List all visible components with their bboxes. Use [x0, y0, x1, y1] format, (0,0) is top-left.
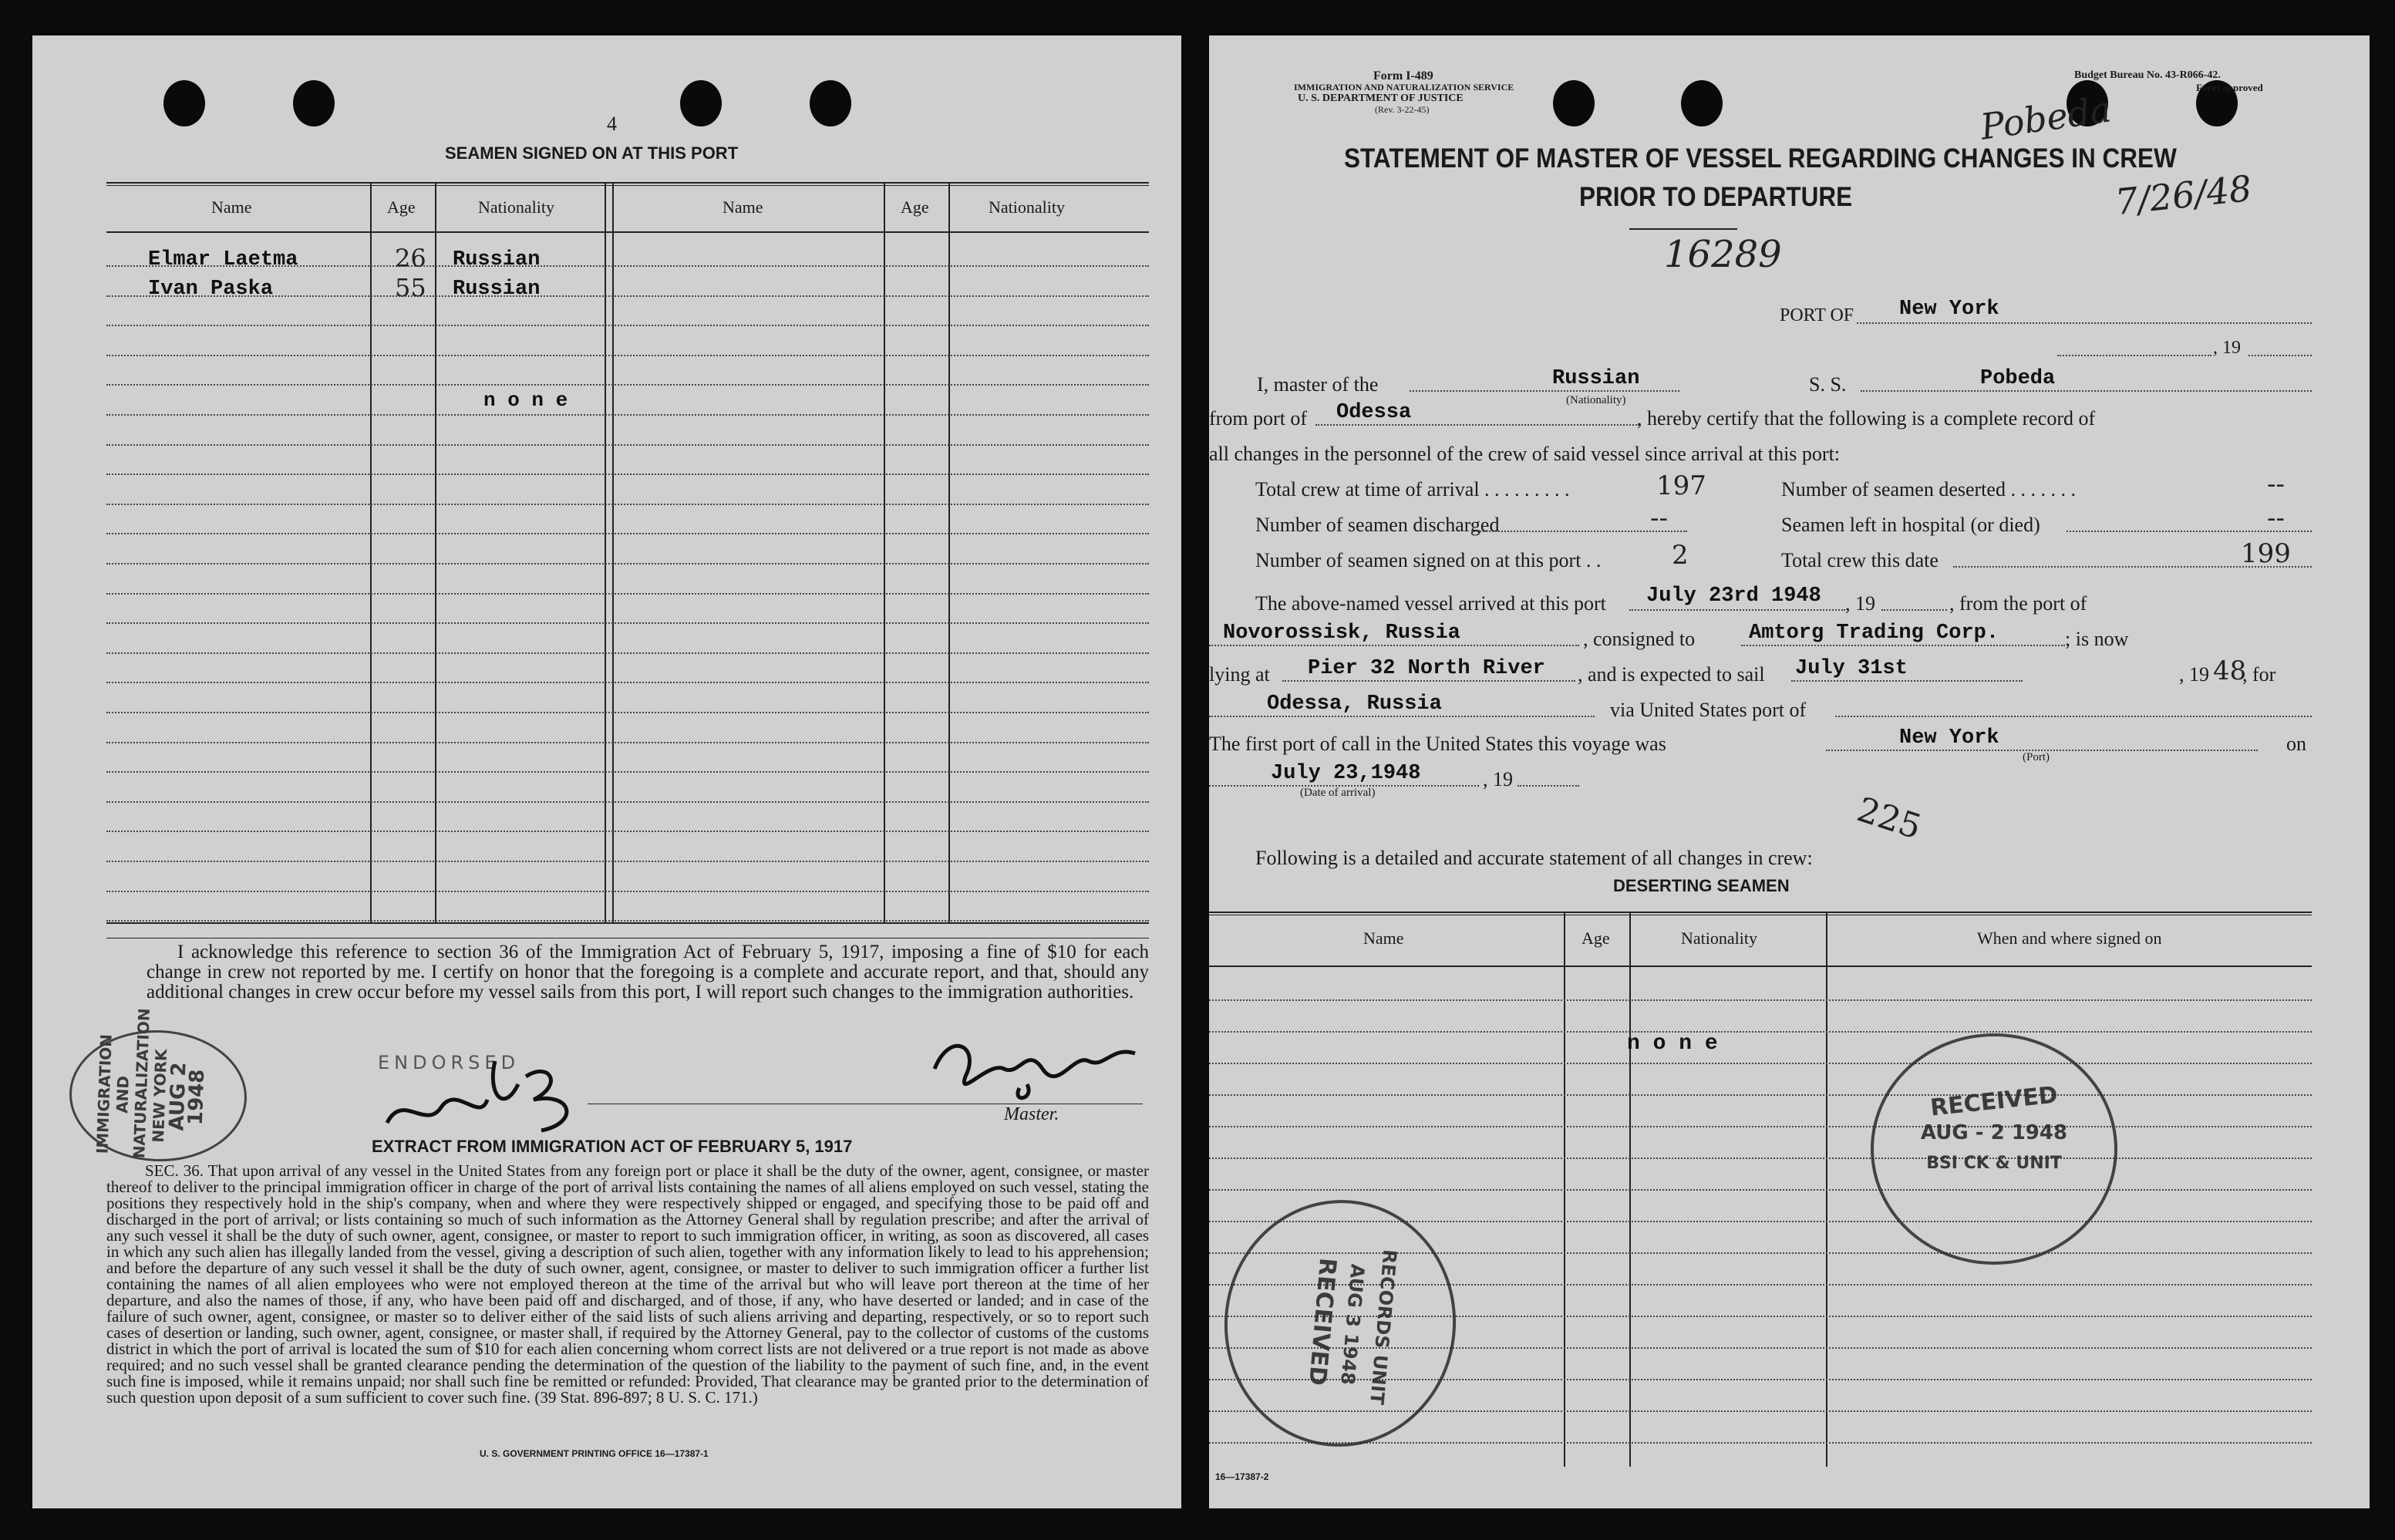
following-text: Following is a detailed and accurate statement of all changes in crew: [1255, 847, 1813, 869]
table-rule [106, 891, 1149, 892]
agency-line: IMMIGRATION AND NATURALIZATION SERVICE [1294, 82, 1514, 93]
received-stamp: RECEIVED AUG - 2 1948 BSI CK & UNIT [1871, 1033, 2117, 1265]
extract-title: EXTRACT FROM IMMIGRATION ACT OF FEBRUARY 5, 1917 [372, 1137, 853, 1156]
master-label: Master. [1004, 1104, 1059, 1124]
table-row-nationality: Russian [453, 248, 541, 271]
punch-hole [293, 80, 335, 126]
table-rule [106, 652, 1149, 654]
table-rule [106, 384, 1149, 386]
arrival-date-value: July 23,1948 [1271, 762, 1421, 785]
printer-line: 16—17387-2 [1215, 1471, 1269, 1482]
port-label: PORT OF [1780, 305, 1854, 325]
table-rule [106, 355, 1149, 356]
table-rule [106, 742, 1149, 743]
year-prefix: , 19 [2213, 338, 2241, 358]
lying-at-value: Pier 32 North River [1308, 657, 1545, 680]
column-header-age: Age [387, 197, 416, 217]
table-row-name: Ivan Paska [148, 278, 274, 301]
table-rule [106, 414, 1149, 416]
right-page [1209, 35, 2370, 1508]
stat-value: -- [2267, 503, 2285, 534]
table-rule [1209, 1031, 2312, 1033]
none-mark: n o n e [483, 389, 568, 412]
table-row-age: 26 [395, 244, 426, 273]
stat-label: Number of seamen signed on at this port . . [1255, 549, 1602, 571]
printer-line: U. S. GOVERNMENT PRINTING OFFICE 16—17387-1 [480, 1448, 709, 1459]
table-rule [106, 801, 1149, 803]
deserting-title: DESERTING SEAMEN [1613, 876, 1790, 895]
handwritten-vessel-name: Pobeda [1978, 88, 2114, 148]
expected-label: , and is expected to sail [1578, 663, 1765, 686]
nationality-value: Russian [1552, 367, 1640, 390]
handwritten-date: 7/26/48 [2113, 167, 2254, 224]
ss-label: S. S. [1809, 373, 1847, 396]
table-rule [106, 504, 1149, 505]
column-header-name: Name [723, 197, 763, 217]
table-rule [1209, 1126, 2312, 1127]
stat-label: Number of seamen discharged [1255, 514, 1500, 536]
table-row-age: 55 [395, 273, 426, 302]
column-header-nationality: Nationality [989, 197, 1065, 217]
table-rule [106, 593, 1149, 595]
table-rule [1209, 1094, 2312, 1096]
certify-text: , hereby certify that the following is a complete record of [1637, 407, 2096, 430]
column-header-nationality: Nationality [1681, 928, 1757, 948]
table-rule [106, 473, 1149, 475]
punch-hole [810, 80, 851, 126]
punch-hole [680, 80, 722, 126]
table-rule [106, 682, 1149, 683]
lying-at-label: lying at [1209, 663, 1270, 686]
punch-hole [163, 80, 205, 126]
table-rule [106, 771, 1149, 773]
first-port-label: The first port of call in the United States this voyage was [1209, 733, 1666, 755]
on-label: on [2286, 733, 2306, 755]
consigned-label: , consigned to [1583, 628, 1696, 650]
column-header-nationality: Nationality [478, 197, 554, 217]
sail-year-prefix: , 19 [2179, 663, 2209, 686]
budget-number: Budget Bureau No. 43-R066-42. [2074, 69, 2221, 81]
handwritten-225: 225 [1852, 790, 1926, 848]
column-header-name: Name [211, 197, 252, 217]
left-page [32, 35, 1181, 1508]
table-rule [1209, 1063, 2312, 1064]
arrived-label: The above-named vessel arrived at this port [1255, 592, 1606, 615]
port-caption: (Port) [2023, 751, 2050, 763]
table-rule [1209, 999, 2312, 1001]
sail-year-value: 48 [2213, 655, 2247, 686]
is-now-label: ; is now [2065, 628, 2129, 650]
vessel-value: Pobeda [1980, 367, 2056, 390]
punch-hole [1553, 80, 1595, 126]
page-title: STATEMENT OF MASTER OF VESSEL REGARDING CHANGES IN CREW [1344, 143, 2177, 174]
from-port-value: Odessa [1336, 401, 1412, 424]
column-header-age: Age [1582, 928, 1610, 948]
table-rule [106, 563, 1149, 564]
port-value: New York [1899, 298, 1999, 321]
arrival-date-caption: (Date of arrival) [1300, 787, 1376, 799]
arrived-mid: , 19 [1845, 592, 1875, 615]
stat-value: -- [2267, 469, 2285, 500]
column-header-name: Name [1363, 928, 1404, 948]
origin-value: Novorossisk, Russia [1223, 622, 1460, 645]
column-header-age: Age [901, 197, 929, 217]
nationality-caption: (Nationality) [1566, 394, 1626, 406]
agency-line: U. S. DEPARTMENT OF JUSTICE [1298, 93, 1464, 104]
destination-value: Odessa, Russia [1267, 692, 1442, 716]
section-title: SEAMEN SIGNED ON AT THIS PORT [445, 143, 739, 163]
stat-value: 197 [1656, 470, 1706, 501]
table-rule [106, 831, 1149, 832]
table-rule [106, 444, 1149, 446]
table-rule [106, 861, 1149, 862]
extract-text: SEC. 36. That upon arrival of any vessel in the United States from any foreign port or place it shall be the duty of the owner, agent, consignee, or master thereof to deliver to the principal immigration officer in charge of the port of arrival lists containing the names of all aliens employed on such vessel, stating the positions they respectively hold in the ship's company, when and where they were respectively shipped or engaged, and specifying those to be paid off and discharged in the port of arrival; or lists containing so much of such information as the Attorney General shall by regulation prescribe; and after the arrival of any such vessel it shall be the duty of such owner, agent, consignee, or master to report to such immigration officer, in writing, as soon as discovered, all cases in which any such alien has illegally landed from the vessel, giving a description of such alien, together with any information likely to lead to his apprehension; and before the departure of any such vessel it shall be the duty of such owner, agent, consignee, or master to deliver to such immigration officer a further list containing the names of all alien employees who were not employed thereon at the time of the arrival but who will leave port thereon at the time of her departure, and also the names of those, if any, who have been paid off and discharged, and of those, if any, who have deserted or landed; and in case of the failure of such owner, agent, consignee, or master so to deliver either of the said lists of such aliens arriving and departing, respectively, or so to report such cases of desertion or landing, such owner, agent, consignee, or master shall, if required by the Attorney General, pay to the collector of customs of the customs district in which the port of arrival is located the sum of $10 for each alien concerning whom correct lists are not delivered or a true report is not made as above required; and no such vessel shall be granted clearance pending the determination of the question of the liability to the payment of such fine, and, in the event such fine is imposed, while it remains unpaid; nor shall such fine be remitted or refunded: Provided, That clearance may be granted prior to the determination of such question upon deposit of a sum sufficient to cover such fine. (39 Stat. 896-897; 8 U. S. C. 171.) [106, 1161, 1149, 1407]
table-rule [106, 325, 1149, 326]
records-unit-stamp: RECORDS UNIT AUG 3 1948 RECEIVED [1214, 1191, 1467, 1457]
table-row-name: Elmar Laetma [148, 248, 298, 271]
revision: (Rev. 3-22-45) [1375, 104, 1430, 115]
consignee-value: Amtorg Trading Corp. [1749, 622, 1999, 645]
from-port-label: from port of [1209, 407, 1308, 430]
form-approved: Form approved [2196, 82, 2263, 93]
table-rule [106, 622, 1149, 624]
table-rule [106, 920, 1149, 922]
table-row-nationality: Russian [453, 278, 541, 301]
handwritten-number: 16289 [1664, 233, 1782, 276]
stat-label: Total crew at time of arrival . . . . . . . . . [1255, 478, 1570, 500]
endorsed-stamp: ENDORSED [378, 1052, 520, 1073]
none-mark: n o n e [1627, 1032, 1718, 1056]
stat-value: 2 [1672, 540, 1689, 571]
stat-value: -- [1650, 503, 1668, 534]
column-header-when-where: When and where signed on [1977, 928, 2162, 948]
form-number: Form I-489 [1373, 69, 1433, 83]
stat-label: Seamen left in hospital (or died) [1781, 514, 2040, 536]
master-signature [919, 1015, 1150, 1107]
stat-label: Total crew this date [1781, 549, 1939, 571]
all-changes-text: all changes in the personnel of the crew of said vessel since arrival at this port: [1209, 443, 1841, 465]
table-rule [106, 712, 1149, 713]
stat-value: 199 [2241, 538, 2291, 569]
page-subtitle: PRIOR TO DEPARTURE [1579, 182, 1853, 212]
arrival-year-suffix: , 19 [1483, 768, 1513, 790]
table-rule [1209, 1158, 2312, 1159]
stat-label: Number of seamen deserted . . . . . . . [1781, 478, 2076, 500]
acknowledgment-text: I acknowledge this reference to section 36 of the Immigration Act of February 5, 1917, imposing a fine of $10 for each change in crew not reported by me. I certify on honor that the foregoing is a complete and accurate report, and that, should any additional changes in crew occur before my vessel sails from this port, I will report such changes to the immigration authorities. [147, 942, 1149, 1003]
handwritten-initials [372, 1030, 603, 1146]
punch-hole [1681, 80, 1723, 126]
table-rule [106, 533, 1149, 534]
immigration-stamp: IMMIGRATION AND NATURALIZATION NEW YORK AUG 2 1948 [67, 1027, 249, 1164]
page-number: 4 [607, 113, 617, 135]
sail-date-value: July 31st [1795, 657, 1908, 680]
arrived-suffix: , from the port of [1949, 592, 2087, 615]
arrived-value: July 23rd 1948 [1646, 585, 1821, 608]
first-port-value: New York [1899, 726, 1999, 750]
for-label: , for [2242, 663, 2276, 686]
master-of-the-label: I, master of the [1257, 373, 1379, 396]
via-label: via United States port of [1610, 699, 1807, 721]
table-rule [1209, 1189, 2312, 1191]
